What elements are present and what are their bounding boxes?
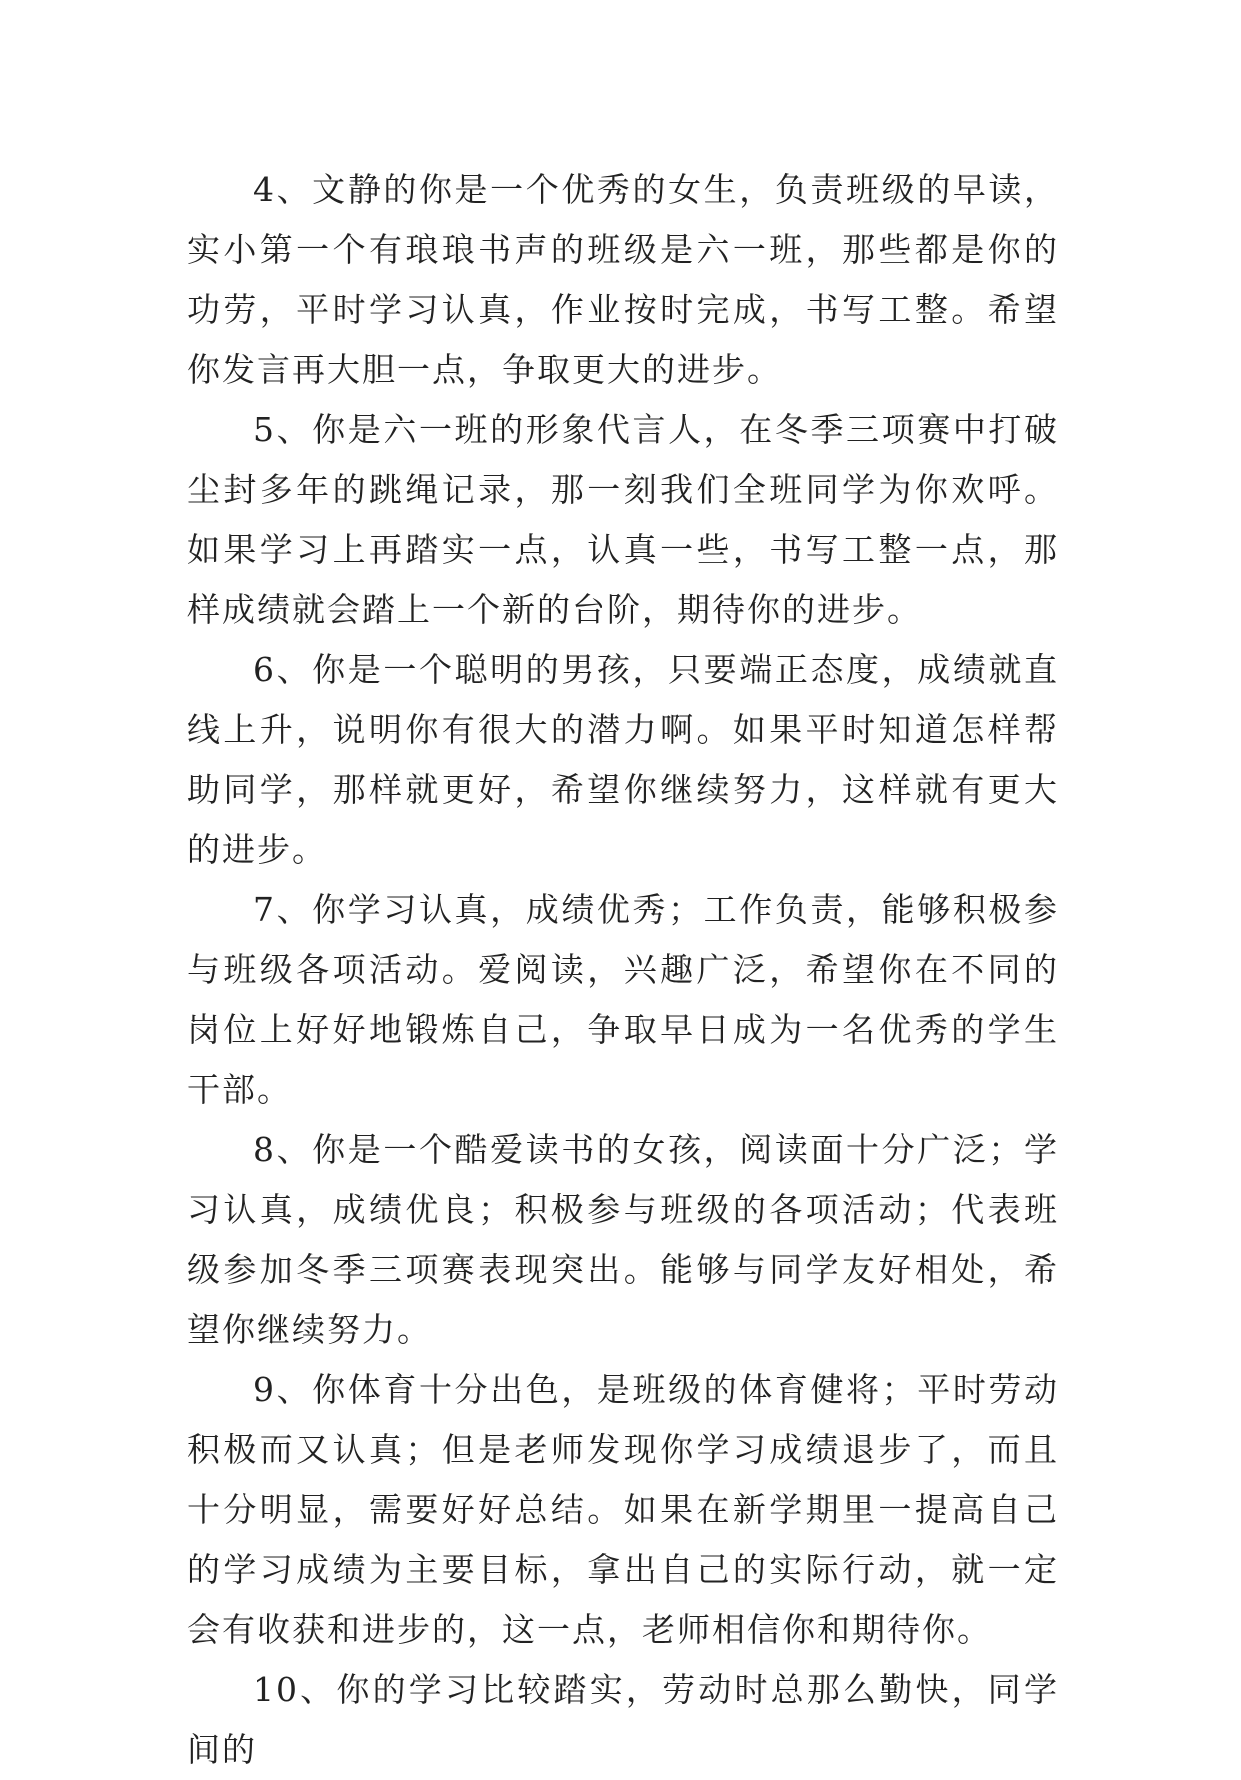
document-body [187, 160, 1059, 1780]
comment-paragraph-9: 9、你体育十分出色，是班级的体育健将；平时劳动积极而又认真；但是老师发现你学习成绩退步了，而且十分明显，需要好好总结。如果在新学期里一提高自己的学习成绩为主要目标，拿出自己的实际行动，就一定会有收获和进步的，这一点，老师相信你和期待你。 [187, 1370, 1059, 1649]
comment-paragraph-6: 6、你是一个聪明的男孩，只要端正态度，成绩就直线上升，说明你有很大的潜力啊。如果平时知道怎样帮助同学，那样就更好，希望你继续努力，这样就有更大的进步。 [187, 650, 1059, 869]
comment-paragraph-4: 4、文静的你是一个优秀的女生，负责班级的早读，实小第一个有琅琅书声的班级是六一班，那些都是你的功劳，平时学习认真，作业按时完成，书写工整。希望你发言再大胆一点，争取更大的进步。 [187, 170, 1059, 389]
comment-paragraph-7: 7、你学习认真，成绩优秀；工作负责，能够积极参与班级各项活动。爱阅读，兴趣广泛，希望你在不同的岗位上好好地锻炼自己，争取早日成为一名优秀的学生干部。 [187, 890, 1059, 1109]
comment-paragraph-8: 8、你是一个酷爱读书的女孩，阅读面十分广泛；学习认真，成绩优良；积极参与班级的各项活动；代表班级参加冬季三项赛表现突出。能够与同学友好相处，希望你继续努力。 [187, 1130, 1059, 1349]
comment-paragraph-5: 5、你是六一班的形象代言人，在冬季三项赛中打破尘封多年的跳绳记录，那一刻我们全班同学为你欢呼。如果学习上再踏实一点，认真一些，书写工整一点，那样成绩就会踏上一个新的台阶，期待你的进步。 [187, 410, 1059, 629]
comment-paragraph-10: 10、你的学习比较踏实，劳动时总那么勤快，同学间的 [187, 1670, 1059, 1769]
